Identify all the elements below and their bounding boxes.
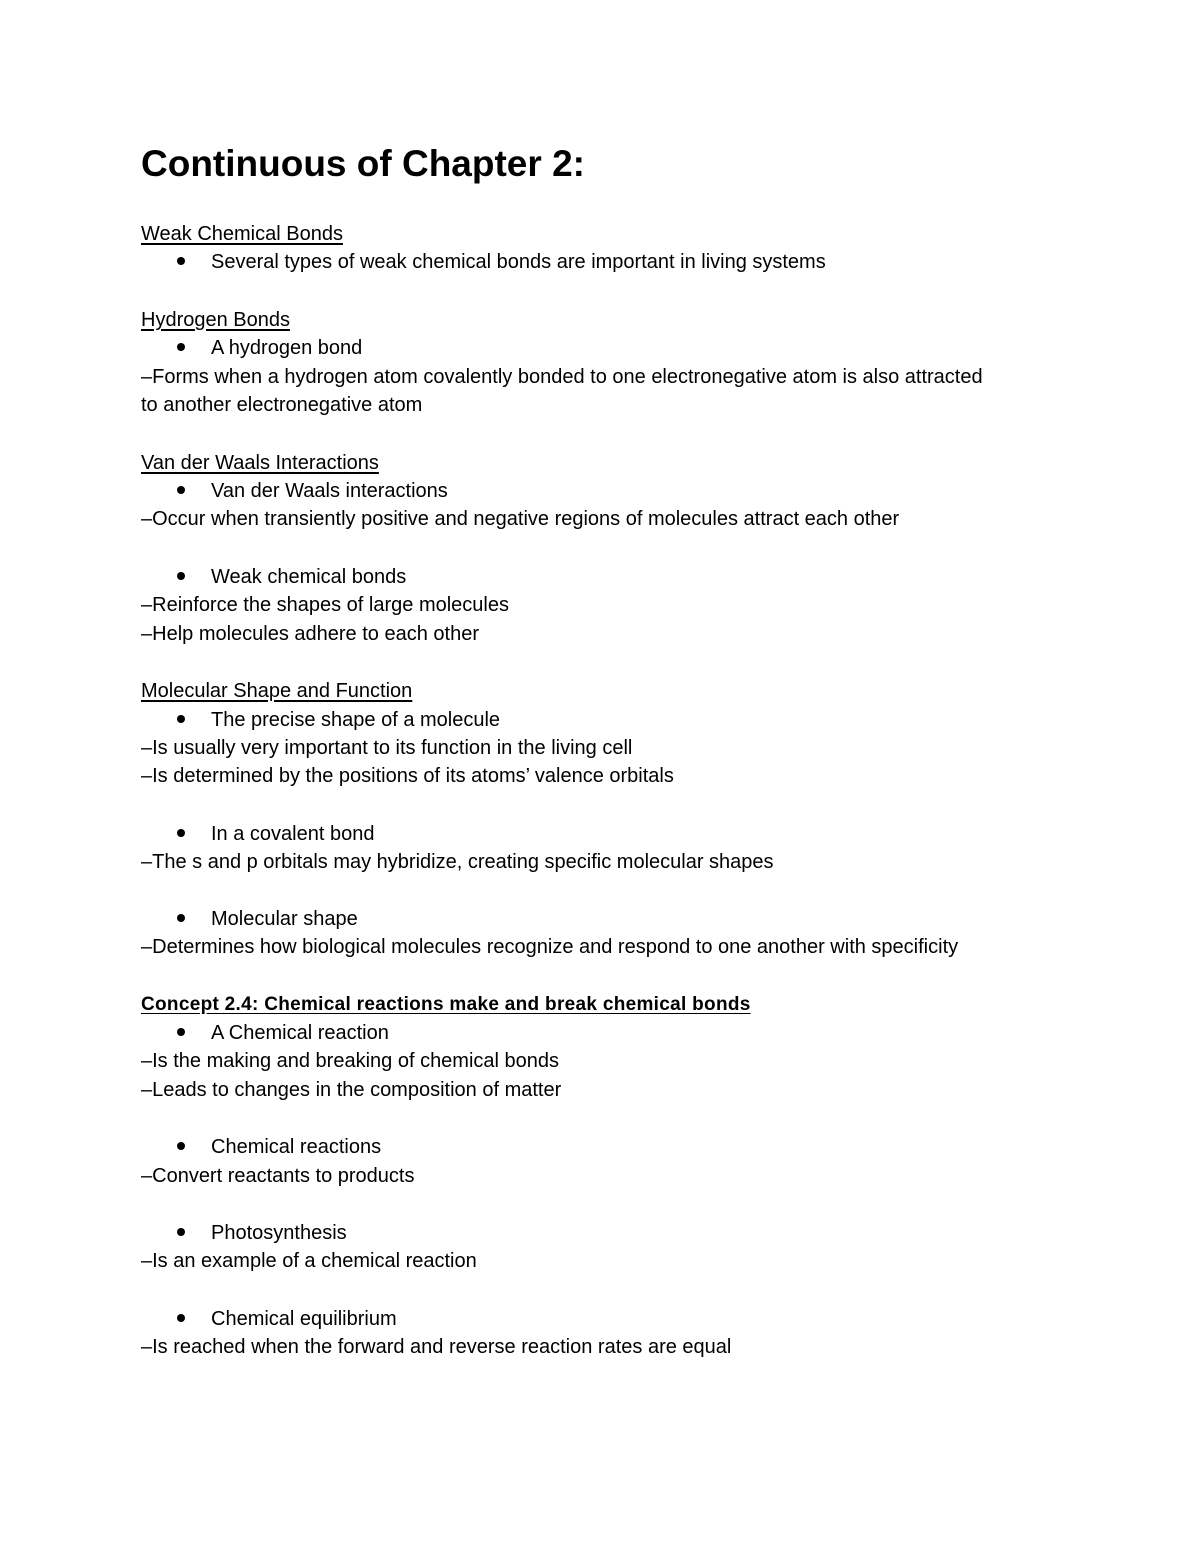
bullet-text: A Chemical reaction [211,1022,389,1044]
bullet-item [177,1019,389,1047]
section-heading-concept-2-4: Concept 2.4: Chemical reactions make and break chemical bonds [141,994,751,1015]
dash-line: –Convert reactants to products [141,1165,415,1187]
bullet-icon [177,343,185,351]
bullet-icon [177,486,185,494]
bullet-icon [177,914,185,922]
dash-line: –The s and p orbitals may hybridize, creating specific molecular shapes [141,851,774,873]
dash-line: –Is an example of a chemical reaction [141,1250,477,1272]
bullet-text: Photosynthesis [211,1222,347,1244]
dash-line: –Determines how biological molecules recognize and respond to one another with specificity [141,936,959,958]
bullet-icon [177,829,185,837]
page-title: Continuous of Chapter 2: [141,143,585,184]
bullet-item [177,905,358,933]
bullet-text: Molecular shape [211,908,358,930]
bullet-icon [177,257,185,265]
bullet-icon [177,1228,185,1236]
section-heading-van-der-waals: Van der Waals Interactions [141,452,379,474]
bullet-icon [177,572,185,580]
bullet-item [177,248,826,276]
dash-line: –Occur when transiently positive and negative regions of molecules attract each other [141,508,900,530]
bullet-text: In a covalent bond [211,823,375,845]
dash-line-continuation: to another electronegative atom [141,394,423,416]
section-heading-molecular-shape: Molecular Shape and Function [141,680,413,702]
bullet-item [177,334,362,362]
dash-line: –Help molecules adhere to each other [141,623,479,645]
bullet-icon [177,715,185,723]
bullet-item [177,1219,347,1247]
dash-line: –Forms when a hydrogen atom covalently bonded to one electronegative atom is also attracted [141,366,983,388]
dash-line: –Is reached when the forward and reverse reaction rates are equal [141,1336,732,1358]
bullet-text: Weak chemical bonds [211,566,407,588]
section-heading-hydrogen-bonds: Hydrogen Bonds [141,309,290,331]
dash-line: –Is determined by the positions of its atoms’ valence orbitals [141,765,674,787]
dash-line: –Is usually very important to its function in the living cell [141,737,633,759]
dash-line: –Leads to changes in the composition of matter [141,1079,562,1101]
bullet-text: A hydrogen bond [211,337,363,359]
bullet-icon [177,1314,185,1322]
bullet-text: Chemical reactions [211,1136,382,1158]
bullet-item [177,1133,381,1161]
bullet-icon [177,1028,185,1036]
bullet-text: Chemical equilibrium [211,1308,397,1330]
bullet-item [177,477,448,505]
bullet-icon [177,1142,185,1150]
bullet-item [177,820,374,848]
section-heading-weak-bonds: Weak Chemical Bonds [141,223,343,245]
bullet-text: Several types of weak chemical bonds are important in living systems [211,251,826,273]
bullet-item [177,706,500,734]
bullet-item [177,1305,397,1333]
bullet-text: The precise shape of a molecule [211,709,501,731]
bullet-text: Van der Waals interactions [211,480,448,502]
dash-line: –Reinforce the shapes of large molecules [141,594,509,616]
dash-line: –Is the making and breaking of chemical bonds [141,1050,560,1072]
bullet-item [177,563,406,591]
